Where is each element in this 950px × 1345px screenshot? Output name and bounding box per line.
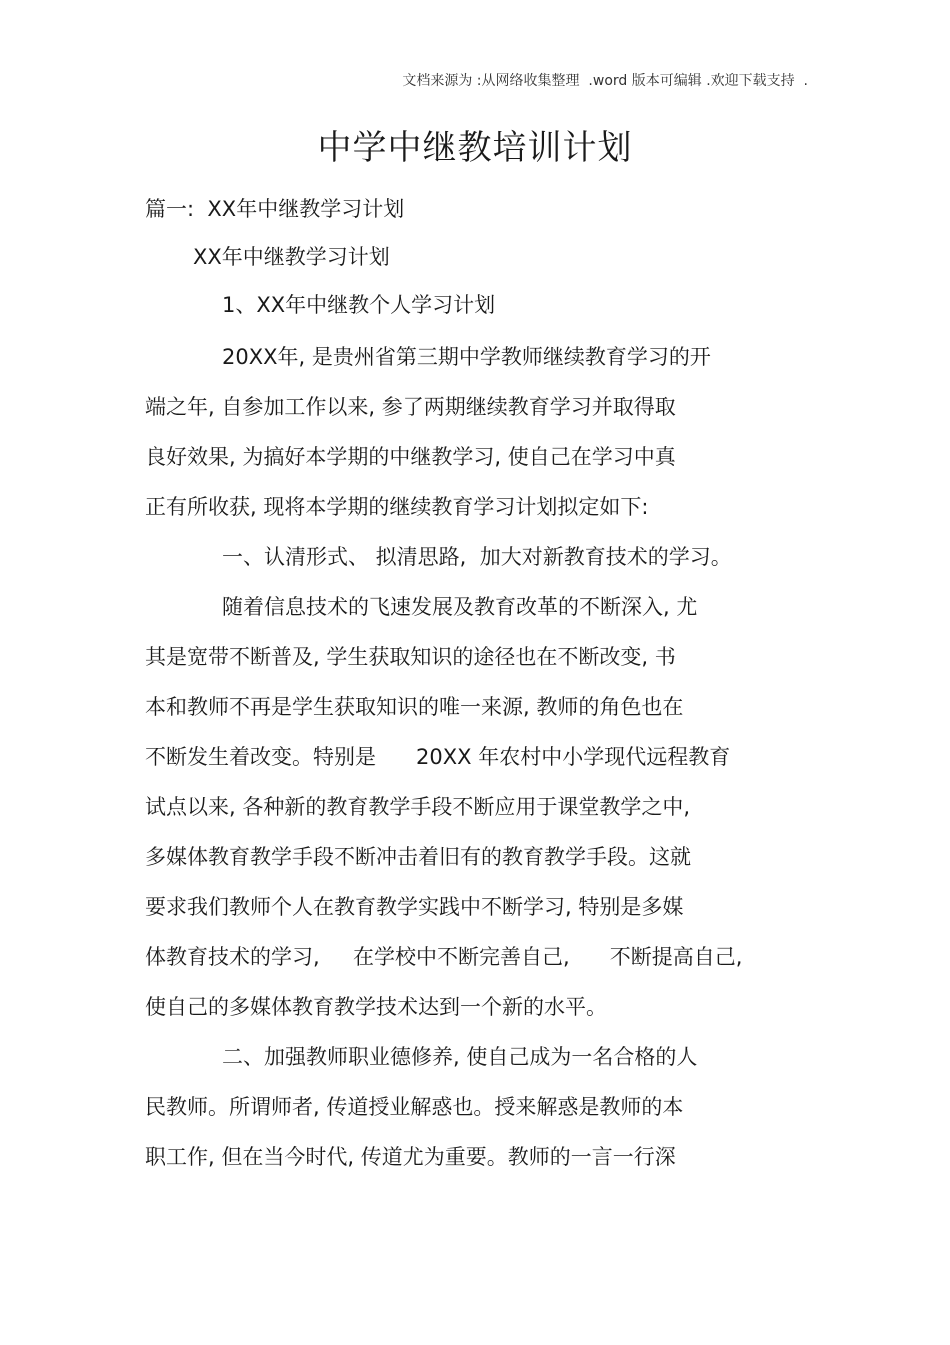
paragraph-line: 20XX年, 是贵州省第三期中学教师继续教育学习的开	[222, 345, 711, 369]
paragraph-line: 要求我们教师个人在教育教学实践中不断学习, 特别是多媒	[145, 895, 684, 919]
paragraph-line: 其是宽带不断普及, 学生获取知识的途径也在不断改变, 书	[145, 645, 676, 669]
subheading: 1、XX年中继教个人学习计划	[222, 293, 496, 317]
document-title: 中学中继教培训计划	[317, 128, 633, 168]
paragraph-line: 本和教师不再是学生获取知识的唯一来源, 教师的角色也在	[145, 695, 684, 719]
document-source-note: 文档来源为 :从网络收集整理 .word 版本可编辑 .欢迎下载支持 .	[402, 73, 808, 89]
paragraph-line: 民教师。所谓师者, 传道授业解惑也。授来解惑是教师的本	[145, 1095, 684, 1119]
paragraph-line: 多媒体教育教学手段不断冲击着旧有的教育教学手段。这就	[145, 845, 691, 869]
paragraph-line: 端之年, 自参加工作以来, 参了两期继续教育学习并取得取	[145, 395, 676, 419]
paragraph-line: 良好效果, 为搞好本学期的中继教学习, 使自己在学习中真	[145, 445, 676, 469]
paragraph-line: 不断发生着改变。特别是 20XX 年农村中小学现代远程教育	[145, 745, 731, 769]
paragraph-line: 体教育技术的学习, 在学校中不断完善自己, 不断提高自己,	[145, 945, 743, 969]
paragraph-line: 试点以来, 各种新的教育教学手段不断应用于课堂教学之中,	[145, 795, 691, 819]
section-heading: 篇一: XX年中继教学习计划	[145, 197, 405, 221]
paragraph-line: 正有所收获, 现将本学期的继续教育学习计划拟定如下:	[145, 495, 649, 519]
paragraph-line: 随着信息技术的飞速发展及教育改革的不断深入, 尤	[222, 595, 698, 619]
paragraph-line: 职工作, 但在当今时代, 传道尤为重要。教师的一言一行深	[145, 1145, 676, 1169]
section-heading: 一、认清形式、 拟清思路, 加大对新教育技术的学习。	[222, 545, 732, 569]
subheading: XX年中继教学习计划	[193, 245, 390, 269]
paragraph-line: 使自己的多媒体教育教学技术达到一个新的水平。	[145, 995, 607, 1019]
section-heading: 二、加强教师职业德修养, 使自己成为一名合格的人	[222, 1045, 698, 1069]
